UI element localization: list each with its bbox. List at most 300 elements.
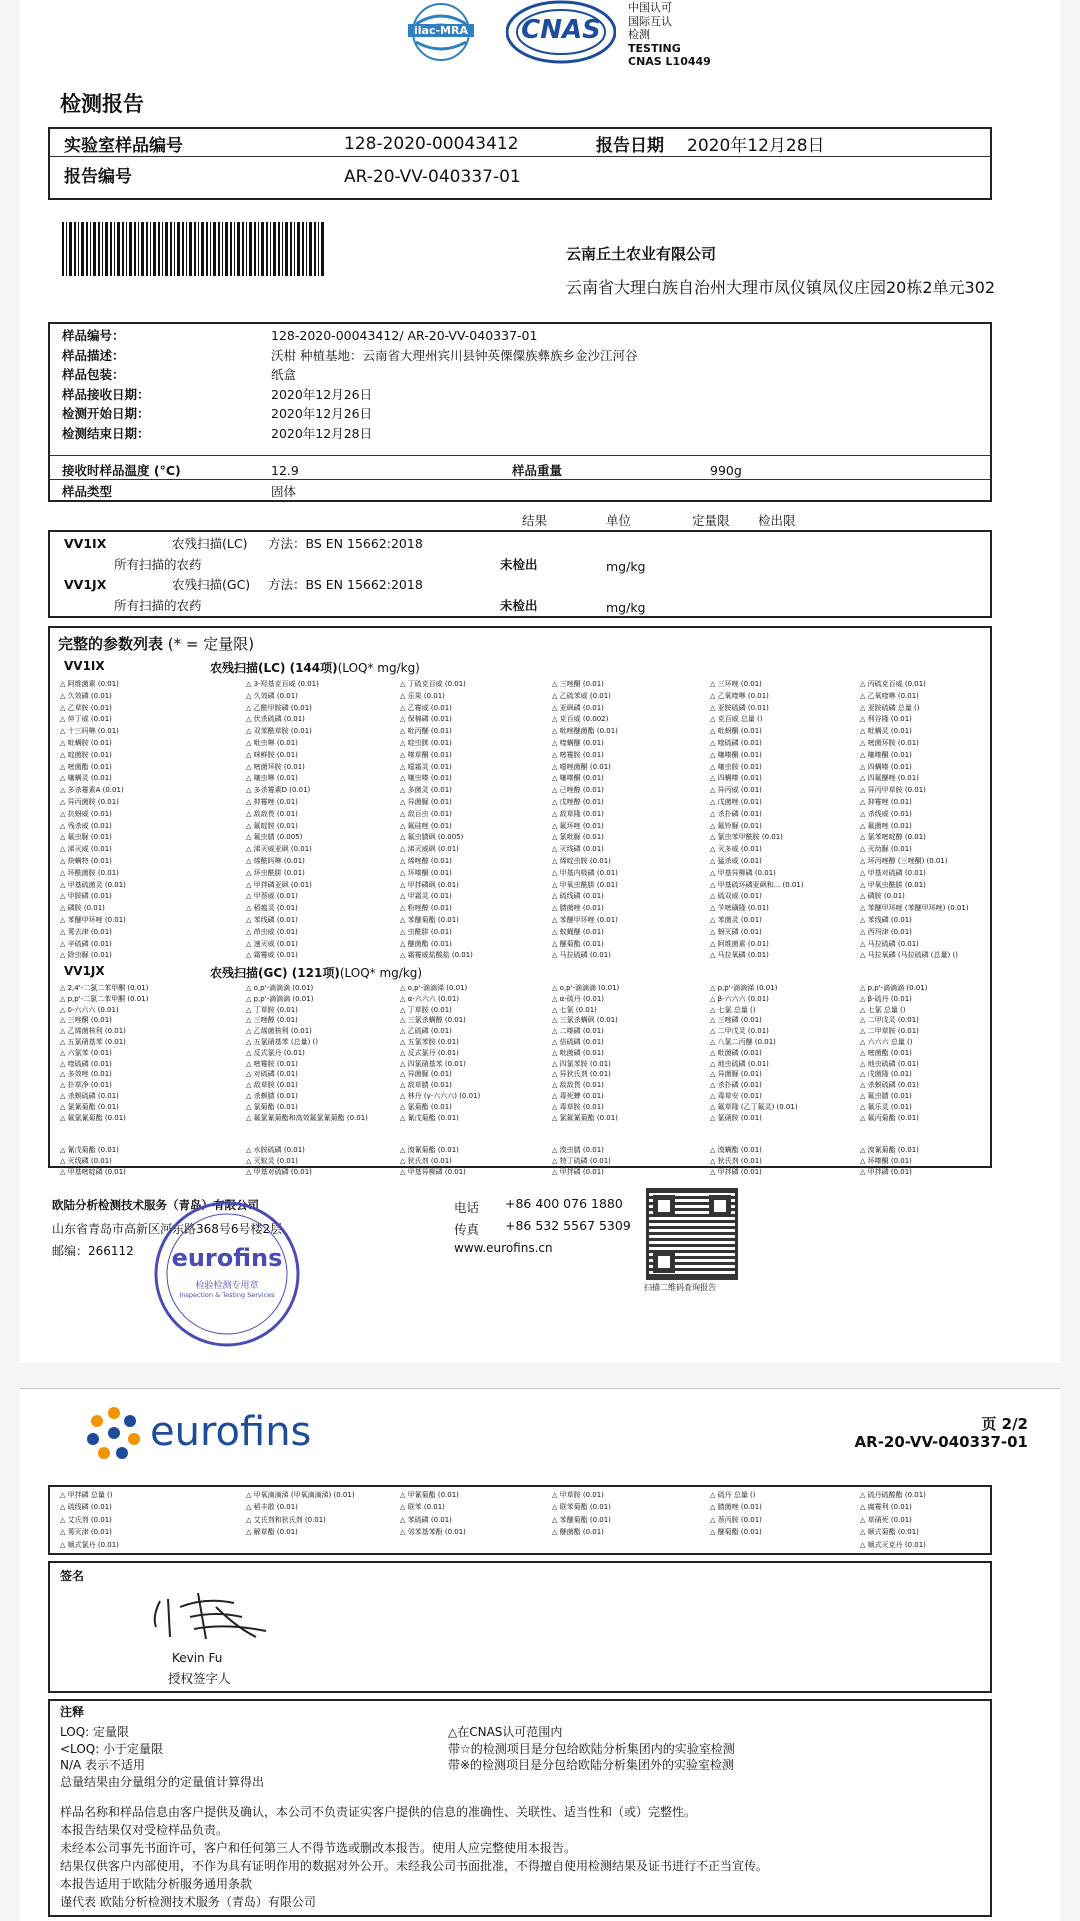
param-item: △ 戊菌唑 (0.01) — [710, 798, 762, 806]
sample-field-value: 2020年12月26日 — [271, 406, 373, 421]
gc-code: VV1JX — [64, 964, 105, 978]
result-sub: 所有扫描的农药 — [114, 598, 202, 613]
lab-sample-value: 128-2020-00043412 — [344, 134, 519, 154]
cnas-caption — [628, 1, 711, 69]
note-line: △在CNAS认可范围内 — [448, 1725, 563, 1739]
param-item: △ 二甲戊灵 (0.01) — [710, 1027, 769, 1036]
param-item: △ 噻虫啉 (0.01) — [246, 774, 298, 783]
param-item: △ 氟氯氰菊酯 (0.01) — [60, 1113, 126, 1122]
report-date-label: 报告日期 — [596, 136, 664, 156]
param-item: △ 毒草胺 (0.01) — [552, 1102, 604, 1111]
param-item: △ 环嗪酮 (0.01) — [860, 1156, 912, 1165]
param-item: △ 林丹 (γ-六六六) (0.01) — [400, 1092, 481, 1100]
param-item: △ 三唑磷 (0.01) — [710, 1016, 762, 1025]
param-item: △ 氯硝胺 (0.01) — [710, 1113, 762, 1122]
param-item: △ 久效磷 (0.01) — [246, 691, 298, 700]
gc-title-text: 农残扫描(GC) (121项) — [210, 966, 340, 980]
param-item: △ 残杀威 (0.01) — [60, 821, 112, 830]
sample-field-value: 128-2020-00043412/ AR-20-VV-040337-01 — [271, 328, 538, 343]
eurofins-mark-icon — [84, 1405, 144, 1461]
param-item: △ 咪鲜胺 (0.01) — [246, 750, 298, 759]
param-item: △ 苯线磷 (0.01) — [246, 916, 298, 924]
result-code: VV1JX — [64, 577, 107, 592]
param-item: △ 甲基对硫磷 (0.01) — [860, 868, 926, 877]
param-item: △ 噻螨灵 (0.01) — [60, 774, 112, 783]
cnas-line: CNAS L10449 — [628, 55, 711, 68]
param-item: △ 灭多威 (0.01) — [710, 845, 762, 854]
param-item: △ 伏杀硫磷 (0.01) — [246, 715, 305, 724]
client-name: 云南丘土农业有限公司 — [566, 245, 717, 263]
param-item: △ 马拉硫磷 (0.01) — [552, 951, 611, 960]
param-item: △ 烯酰吗啉 (0.01) — [246, 857, 305, 865]
param-item: △ 毒草安 (0.01) — [710, 1092, 762, 1100]
param-item: △ 吡螨胺 (0.01) — [60, 739, 112, 747]
note-line: N/A 表示不适用 — [60, 1758, 146, 1772]
param-item: △ 喹硫磷 (0.01) — [710, 739, 762, 747]
cnas-line: 国际互认 — [628, 14, 672, 28]
note-line: 本报告结果仅对受检样品负责。 — [60, 1823, 229, 1837]
results-col-loq: 定量限 — [692, 513, 730, 528]
divider — [48, 479, 992, 480]
param-item: △ 甲基嘧啶磷 (0.01) — [60, 1167, 126, 1176]
param-item: △ 甲氧滴滴涕 (甲氧滴滴涕) (0.01) — [246, 1491, 355, 1499]
param-item: △ 灭线磷 (0.01) — [60, 1156, 112, 1165]
qr-code[interactable] — [646, 1188, 738, 1280]
param-item: △ 克百威 (0.002) — [552, 715, 609, 724]
param-item: △ 腈菌唑 (0.01) — [552, 904, 604, 913]
note-line: LOQ: 定量限 — [60, 1725, 130, 1739]
param-item: △ 仲丁威 (0.01) — [60, 715, 112, 724]
lab-website[interactable]: www.eurofins.cn — [454, 1241, 553, 1255]
param-item: △ 七氯 总量 () — [860, 1005, 906, 1014]
param-item: △ o,p'-滴滴滴 (0.01) — [552, 984, 620, 992]
param-item: △ 敌敌畏 (0.01) — [246, 809, 298, 818]
param-item: △ 甲氧虫酰肼 (0.01) — [860, 880, 926, 889]
param-item: △ 粉唑醇 (0.01) — [400, 904, 452, 913]
param-item: △ 氟草隆 (乙丁氟灵) (0.01) — [710, 1102, 798, 1111]
param-item: △ 噻虫胺 (0.01) — [710, 762, 762, 771]
param-item: △ 异菌脲 (0.01) — [400, 1070, 452, 1079]
param-item: △ 环酰菌胺 (0.01) — [60, 868, 119, 877]
param-item: △ 环嗪酮 (0.01) — [400, 868, 452, 877]
sample-field-label: 样品描述： — [62, 347, 125, 363]
result-sub: 所有扫描的农药 — [114, 557, 202, 572]
param-item: △ 环虫酰肼 (0.01) — [246, 868, 305, 877]
param-item: △ 艾氏剂和狄氏剂 (0.01) — [246, 1515, 326, 1524]
param-item: △ 异菌脲 (0.01) — [400, 798, 452, 806]
param-item: △ 溴虫腈 (0.01) — [552, 1146, 604, 1154]
param-item: △ 异丙甲草胺 (0.01) — [860, 786, 926, 795]
param-item: △ 敌草胺 (0.01) — [246, 1081, 298, 1090]
result-value: 未检出 — [500, 598, 538, 613]
divider — [48, 455, 992, 456]
param-item: △ 毒死蜱 (0.01) — [552, 1092, 604, 1100]
param-item: △ 蚊蝇醚 (0.01) — [552, 927, 604, 936]
sample-field-value: 沃柑 种植基地：云南省大理州宾川县钟英傈僳族彝族乡金沙江河谷 — [271, 347, 638, 363]
result-value: 未检出 — [500, 557, 538, 572]
param-item: △ 氟铃脲 (0.01) — [710, 821, 762, 830]
param-item: △ 丁草胺 (0.01) — [400, 1005, 452, 1014]
param-item: △ 嘧霉胺 (0.01) — [552, 750, 604, 759]
param-item: △ 嘧霉胺 (0.01) — [246, 1059, 298, 1068]
param-item: △ 噁唑菌酮 (0.01) — [552, 762, 611, 771]
param-item: △ 猛杀威 (0.01) — [710, 857, 762, 865]
param-item: △ 乙氧喹啉 (0.01) — [710, 691, 769, 700]
cnas-text: CNAS — [521, 15, 601, 45]
param-item: △ β-硫丹 (0.01) — [860, 994, 912, 1003]
param-item: △ 氟菌唑 (0.01) — [860, 821, 912, 830]
params-title-note: (* = 定量限) — [167, 635, 255, 653]
gc-unit: (LOQ* mg/kg) — [339, 966, 423, 980]
param-item: △ 敌百虫 (0.01) — [400, 809, 452, 818]
sample-field-label: 样品编号： — [62, 328, 125, 343]
param-item: △ 抗蚜威 (0.01) — [60, 809, 112, 818]
param-item: △ 莠灭津 (0.01) — [60, 1528, 112, 1537]
params-box — [48, 626, 992, 1168]
param-item: △ 联苯 (0.01) — [400, 1503, 445, 1512]
note-line: 样品名称和样品信息由客户提供及确认，本公司不负责证实客户提供的信息的准确性、关联性、适当性和（或）完整性。 — [60, 1805, 697, 1819]
param-item: △ 特丁硫磷 (0.01) — [552, 1156, 611, 1165]
param-item: △ 乙氧喹啉 (0.01) — [860, 691, 919, 700]
param-item: △ 醚菌酯 (0.01) — [400, 939, 452, 948]
param-item: △ 腈菌唑 (0.01) — [710, 1503, 762, 1512]
param-item: △ 甲霜灵 (0.01) — [400, 892, 452, 901]
param-item: △ 六氯苯 (0.01) — [60, 1048, 112, 1057]
weight-value: 990g — [710, 463, 742, 478]
lc-title — [210, 659, 420, 676]
cnas-line: 检测 — [628, 28, 650, 41]
param-item: △ 吡菌磷 (0.01) — [552, 1048, 604, 1057]
param-item: △ 氟丙菊酯 (0.01) — [860, 1113, 919, 1122]
param-item: △ 敌草腈 (0.01) — [400, 1081, 452, 1090]
param-item: △ 五氯苯胺 (0.01) — [400, 1038, 459, 1046]
param-item: △ 丙硫克百威 (0.01) — [860, 680, 926, 688]
param-item: △ 戊菌隆 (0.01) — [860, 1070, 912, 1079]
param-item: △ 久效磷 (0.01) — [60, 691, 112, 700]
param-item: △ 多菌灵 (0.01) — [400, 786, 452, 795]
param-item: △ 醚菊酯 (0.01) — [710, 1528, 762, 1537]
param-item: △ 溴螨酯 (0.01) — [710, 1146, 762, 1154]
param-item: △ 五氯硝基苯 (总量) () — [246, 1038, 318, 1046]
params-title — [58, 633, 254, 654]
param-item: △ 狄氏剂 (0.01) — [400, 1156, 452, 1165]
param-item: △ o,p'-滴滴滴 (0.01) — [246, 984, 314, 992]
gc-title — [210, 964, 422, 981]
result-method: 方法：BS EN 15662:2018 — [268, 536, 423, 551]
param-item: △ 醚菊酯 (0.01) — [552, 939, 604, 948]
param-item: △ 三环唑 (0.01) — [710, 680, 762, 688]
param-item: △ 乙硫磷 (0.01) — [400, 1027, 452, 1036]
param-item: △ 硫线磷 (0.01) — [60, 1503, 112, 1512]
param-item: △ 氟硅唑 (0.01) — [400, 821, 452, 830]
report-date-value: 2020年12月28日 — [687, 136, 825, 156]
param-item: △ 二甲草胺 (0.01) — [860, 1027, 919, 1036]
param-item: △ 氟乐灵 (0.01) — [860, 1102, 912, 1111]
temp-value: 12.9 — [271, 463, 299, 478]
param-item: △ 邻苯基苯酚 (0.01) — [400, 1528, 466, 1537]
param-item: △ 七氯 (0.01) — [552, 1005, 597, 1014]
param-item: △ 嘧菌酯 (0.01) — [60, 762, 112, 771]
param-item: △ 涕灭威亚砜 (0.01) — [246, 845, 312, 854]
param-item: △ 氟环唑 (0.01) — [552, 821, 604, 830]
param-item: △ 霜霉威 (0.01) — [246, 951, 298, 960]
param-item: △ 甲基对硫磷 (0.01) — [246, 1167, 312, 1176]
param-item: △ 甲基内吸磷 (0.01) — [552, 868, 618, 877]
param-item: △ 噻嗪酮 (0.01) — [552, 774, 604, 783]
param-item: △ 硫丹硫酸酯 (0.01) — [860, 1491, 926, 1499]
qr-caption: 扫描二维码查询报告 — [644, 1283, 716, 1292]
param-item: △ 腐霉利 (0.01) — [860, 1503, 912, 1512]
lab-phone-label: 电话 — [454, 1200, 480, 1215]
report-title: 检测报告 — [60, 92, 144, 116]
param-item: △ 乙烯菌核利 (0.01) — [246, 1027, 312, 1036]
param-item: △ p,p'-滴滴滴 (0.01) — [246, 994, 314, 1003]
param-item: △ 杀螟硫磷 (0.01) — [860, 1081, 919, 1090]
param-item: △ β-六六六 (0.01) — [710, 994, 769, 1003]
note-line: 总量结果由分量组分的定量值计算得出 — [60, 1774, 265, 1789]
param-item: △ 炔螨特 (0.01) — [60, 857, 112, 865]
sample-field-label: 检测开始日期： — [62, 406, 150, 421]
param-item: △ 克百威 总量 () — [710, 715, 763, 724]
param-item: △ 阿维菌素 (0.01) — [710, 939, 769, 948]
lc-title-text: 农残扫描(LC) (144项) — [210, 661, 338, 675]
param-item: △ 己唑醇 (0.01) — [552, 786, 604, 795]
report-info-box — [48, 127, 992, 200]
barcode — [62, 222, 326, 276]
param-item: △ 三唑酮 (0.01) — [552, 680, 604, 688]
params-title-text: 完整的参数列表 — [58, 635, 164, 653]
param-item: △ 四氯硝基苯 (0.01) — [400, 1059, 466, 1068]
eurofins-logo-text: eurofins — [150, 1409, 312, 1455]
result-unit: mg/kg — [606, 600, 646, 615]
param-item: △ 敌草隆 (0.01) — [552, 809, 604, 818]
param-item: △ 甲胺磷 (0.01) — [60, 892, 112, 901]
param-item: △ 甲基硫菌灵 (0.01) — [60, 880, 126, 889]
param-item: △ 灭线磷 (0.01) — [552, 845, 604, 854]
param-item: △ 草硝死 (0.01) — [860, 1515, 912, 1524]
param-item: △ 对硫磷 (0.01) — [246, 1070, 298, 1079]
param-item: △ 三氯杀螨醇 (0.01) — [400, 1016, 466, 1025]
note-line: 本报告适用于欧陆分析服务通用条款 — [60, 1877, 253, 1891]
qr-finder — [653, 1251, 675, 1273]
note-line: 结果仅供客户内部使用，不作为具有证明作用的数据对外公开。未经我公司书面批准，不得擅自使用检测结果及证书进行不正当宣传。 — [60, 1859, 769, 1873]
param-item: △ 苯醚甲环唑 (0.01) — [60, 916, 126, 924]
param-item: △ 亚胺硫磷 (0.01) — [710, 703, 769, 712]
param-item: △ 氟虫腈砜 (0.005) — [400, 833, 464, 842]
param-item: △ 稻瘟灵 (0.01) — [246, 904, 298, 913]
client-address: 云南省大理白族自治州大理市凤仪镇凤仪庄园20栋2单元302 — [566, 278, 996, 297]
param-item: △ 丁硫克百威 (0.01) — [400, 680, 466, 688]
params-continued-box — [48, 1485, 992, 1555]
param-item: △ 七氯 总量 () — [710, 1005, 756, 1014]
report-page-1 — [20, 0, 1060, 1363]
param-item: △ 乙硫苯威 (0.01) — [552, 691, 611, 700]
param-item: △ 啶菌胺 (0.01) — [60, 750, 112, 759]
param-item: △ 醚菌酯 (0.01) — [552, 1528, 604, 1537]
param-item: △ 除虫脲 (0.01) — [60, 951, 112, 960]
param-item: △ 多杀霉素D (0.01) — [246, 786, 311, 795]
param-item: △ 苯醚甲环唑 (苯醚甲环唑) (0.01) — [860, 904, 969, 913]
param-item: △ 四螨嗪 (0.01) — [860, 762, 912, 771]
param-item: △ 多效唑 (0.01) — [60, 1070, 112, 1079]
param-item: △ 利谷隆 (0.01) — [860, 715, 912, 724]
param-item: △ 氟虫腈 (0.005) — [246, 833, 303, 842]
param-item: △ 扑草净 (0.01) — [60, 1081, 112, 1090]
param-item: △ 甲拌磷 (0.01) — [552, 1167, 604, 1176]
param-item: △ 十三吗啉 (0.01) — [60, 727, 119, 736]
param-item: △ 嗪草酮 (0.01) — [400, 750, 452, 759]
type-label: 样品类型 — [62, 484, 113, 499]
result-name: 农残扫描(LC) — [172, 536, 248, 551]
param-item: △ 地虫硫磷 (0.01) — [860, 1059, 919, 1068]
type-value: 固体 — [271, 484, 297, 499]
param-item: △ 解草酯 (0.01) — [246, 1528, 298, 1537]
param-item: △ 氯虫苯甲酰胺 (0.01) — [710, 833, 783, 842]
param-item: △ 氰戊菊酯 (0.01) — [60, 1146, 119, 1154]
notes-label: 注释 — [60, 1705, 85, 1719]
result-name: 农残扫描(GC) — [172, 577, 251, 592]
param-item: △ 四氯苯胺 (0.01) — [552, 1059, 611, 1068]
param-item: △ 倍硫磷 (0.01) — [552, 1038, 604, 1046]
param-item: △ 氯氰菊酯 (0.01) — [60, 1102, 119, 1111]
note-line: 带☆的检测项目是分包给欧陆分析集团内的实验室检测 — [448, 1741, 735, 1756]
param-item: △ 苄嘧磺隆 (0.01) — [710, 904, 769, 913]
note-line: 未经本公司事先书面许可，客户和任何第三人不得节选或删改本报告。使用人应完整使用本报告。 — [60, 1841, 577, 1855]
param-item: △ 磷胺 (0.01) — [60, 904, 105, 913]
param-item: △ 氟啶胺 (0.01) — [246, 821, 298, 830]
param-item: △ 马拉氧磷 (马拉硫磷 (总量) () — [860, 951, 958, 960]
lab-phone-value: +86 400 076 1880 — [505, 1196, 623, 1211]
param-item: △ 3-羟基克百威 (0.01) — [246, 680, 319, 688]
param-item: △ 氯菊酯 (0.01) — [400, 1102, 452, 1111]
param-item: △ 烯啶虫胺 (0.01) — [552, 857, 611, 865]
param-item: △ 甲基硫环磷亚砜和... (0.01) — [710, 880, 804, 889]
param-item: △ 亚砜磷 (0.01) — [552, 703, 604, 712]
param-item: △ 杀螟腈 (0.01) — [246, 1092, 298, 1100]
param-item: △ 双苯酰草胺 (0.01) — [246, 727, 312, 736]
param-item: △ 硫双威 (0.01) — [710, 892, 762, 901]
lab-stamp — [142, 1200, 312, 1348]
lc-unit: (LOQ* mg/kg) — [337, 661, 420, 675]
param-item: △ 三唑醇 (0.01) — [246, 1016, 298, 1025]
sample-field-value: 2020年12月28日 — [271, 425, 373, 441]
param-item: △ 三唑酮 (0.01) — [60, 1016, 112, 1025]
eurofins-logo — [84, 1405, 384, 1461]
param-item: △ 马拉氧磷 (0.01) — [710, 951, 769, 960]
param-item: △ 狄氏剂 (0.01) — [710, 1156, 762, 1165]
param-item: △ 甲拌磷 (0.01) — [710, 1167, 762, 1176]
cnas-logo — [506, 0, 616, 64]
param-item: △ 涕灭威 (0.01) — [60, 845, 112, 854]
param-item: △ 苯菌灵 (0.01) — [710, 916, 762, 924]
param-item: △ 保棉磷 (0.01) — [400, 715, 452, 724]
param-item: △ 涕灭威砜 (0.01) — [400, 845, 459, 854]
param-item: △ 杀螟硫磷 (0.01) — [60, 1092, 119, 1100]
param-item: △ 茚虫威 (0.01) — [246, 927, 298, 936]
param-item: △ 噻嗪酮 (0.01) — [860, 750, 912, 759]
param-item: △ 甲拌磷亚砜 (0.01) — [246, 880, 312, 889]
param-item: △ 苯线磷 (0.01) — [860, 916, 912, 924]
param-item: △ p,p'-滴滴涕 (0.01) — [710, 984, 778, 992]
divider — [48, 156, 992, 157]
param-item: △ 氟虫脲 (0.01) — [60, 833, 112, 842]
stamp-text: eurofins — [171, 1244, 283, 1272]
param-item: △ 五氯硝基苯 (0.01) — [60, 1038, 126, 1046]
sample-field-label: 样品包装： — [62, 367, 125, 382]
param-item: △ 蚜灭磷 (0.01) — [710, 927, 762, 936]
param-item: △ 灭蚁灵 (0.01) — [246, 1156, 298, 1165]
param-item: △ 三氯杀螨砜 (0.01) — [552, 1016, 618, 1025]
param-item: △ 虫酰肼 (0.01) — [400, 927, 452, 936]
param-item: △ 四螨嗪 (0.01) — [710, 774, 762, 783]
param-item: △ 乙霉威 (0.01) — [400, 703, 452, 712]
lab-fax-value: +86 532 5567 5309 — [505, 1218, 631, 1233]
param-item: △ 多杀霉素A (0.01) — [60, 786, 124, 795]
note-line: <LOQ: 小于定量限 — [60, 1741, 164, 1756]
param-item: △ 稻丰散 (0.01) — [246, 1503, 298, 1512]
param-item: △ 氯氟氰菊酯 (0.01) — [552, 1113, 618, 1122]
qr-finder — [653, 1195, 675, 1217]
param-item: △ 甲拌磷 (0.01) — [860, 1167, 912, 1176]
handwritten-signature — [146, 1587, 286, 1643]
param-item: △ 马拉硫磷 (0.01) — [860, 939, 919, 948]
param-item: △ 异丙菌胺 (0.01) — [60, 798, 119, 806]
param-item: △ 氟虫腈 (0.01) — [860, 1092, 912, 1100]
param-item: △ 氟氯氰菊酯和高效氟氯氰菊酯 (0.01) — [246, 1113, 368, 1122]
param-item: △ 杀扑磷 (0.01) — [710, 1081, 762, 1090]
param-item: △ 异丙威 (0.01) — [710, 786, 762, 795]
param-item: △ 苯醚甲环唑 (0.01) — [552, 916, 618, 924]
weight-label: 样品重量 — [512, 463, 563, 478]
param-item: △ 抑霉唑 (0.01) — [246, 798, 298, 806]
param-item: △ 甲氰菊酯 (0.01) — [400, 1491, 459, 1499]
param-item: △ 反式氯丹 (0.01) — [246, 1048, 305, 1057]
param-item: △ 顺式灭克丹 (0.01) — [860, 1540, 926, 1549]
param-item: △ 戊唑醇 (0.01) — [552, 798, 604, 806]
param-item: △ 磷胺 (0.01) — [860, 892, 905, 901]
param-item: △ 氰戊菊酯 (0.01) — [400, 1113, 459, 1122]
note-line: 带※的检测项目是分包给欧陆分析集团外的实验室检测 — [448, 1758, 735, 1772]
param-item: △ 乐果 (0.01) — [400, 691, 445, 700]
param-item: △ 氯吡脲 (0.01) — [552, 833, 604, 842]
param-item: △ 苯硫磷 (0.01) — [400, 1515, 452, 1524]
param-item: △ 四氟醚唑 (0.01) — [860, 774, 919, 783]
signer-name: Kevin Fu — [172, 1651, 223, 1665]
param-item: △ 萘丙胺 (0.01) — [710, 1515, 762, 1524]
param-item: △ 噻虫嗪 (0.01) — [400, 774, 452, 783]
param-item: △ 二甲戊灵 (0.01) — [860, 1016, 919, 1025]
param-item: △ 烯唑醇 (0.01) — [400, 857, 452, 865]
param-item: △ 吡唑醚菌酯 (0.01) — [552, 727, 618, 736]
stamp-sub: 检验检测专用章 — [195, 1281, 259, 1291]
results-col-result: 结果 — [522, 513, 548, 528]
param-item: △ 硫丹 总量 () — [710, 1491, 756, 1499]
param-item: △ 吡菌磷 (0.01) — [710, 1048, 762, 1057]
param-item: △ 敌敌畏 (0.01) — [552, 1081, 604, 1090]
param-item: △ 灭幼脲 (0.01) — [860, 845, 912, 854]
param-item: △ 啶虫脒 (0.01) — [400, 739, 452, 747]
report-page-2 — [20, 1388, 1060, 1921]
param-item: △ 六六六 总量 () — [860, 1038, 913, 1046]
result-code: VV1IX — [64, 536, 107, 551]
signer-title: 授权签字人 — [168, 1671, 231, 1686]
param-item: △ o,p'-滴滴涕 (0.01) — [400, 984, 468, 992]
param-item: △ 甲基异柳磷 (0.01) — [710, 868, 776, 877]
param-item: △ 噻嗪酮 (0.01) — [710, 750, 762, 759]
param-item: △ δ-六六六 (0.01) — [60, 1005, 119, 1014]
param-item: △ 溴氰菊酯 (0.01) — [860, 1146, 919, 1154]
param-item: △ 吡虫啉 (0.01) — [246, 739, 298, 747]
